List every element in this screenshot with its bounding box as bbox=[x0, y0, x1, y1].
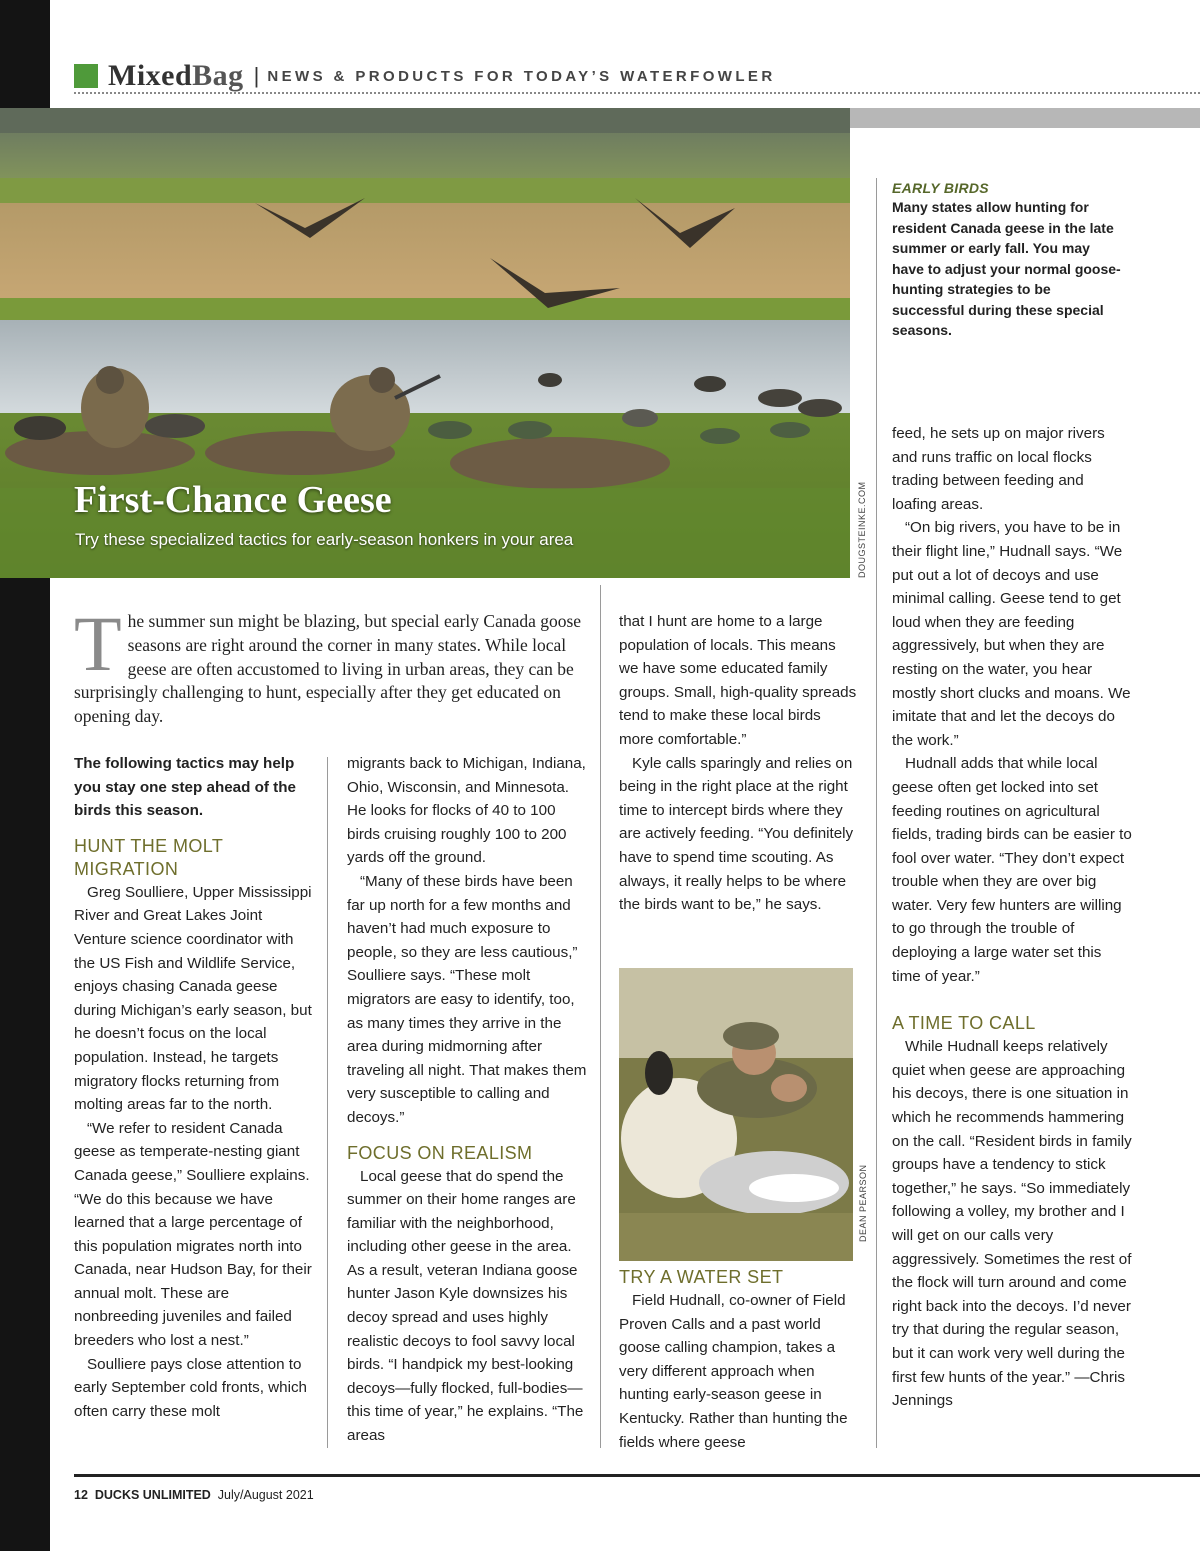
body-paragraph: Field Hudnall, co-owner of Field Proven Calls and a past world goose calling champion, takes a very different approach when hunting early-season geese in Kentucky. Rather than hunting the fields where geese bbox=[619, 1292, 848, 1451]
issue-date: July/August 2021 bbox=[217, 1488, 314, 1502]
column-rule bbox=[600, 585, 601, 1448]
section-brand: MixedBag bbox=[108, 59, 244, 92]
body-paragraph: feed, he sets up on major rivers and runs traffic on local flocks trading between feeding and loafing areas. bbox=[892, 425, 1105, 513]
hunter-calling-illustration bbox=[619, 968, 853, 1261]
article-column-2 bbox=[347, 752, 587, 1448]
article-column-4 bbox=[892, 422, 1132, 1413]
subheading-focus-realism: FOCUS ON REALISM bbox=[347, 1142, 533, 1163]
article-title: First-Chance Geese bbox=[74, 479, 392, 521]
header-dotted-rule bbox=[74, 92, 1200, 94]
column-rule bbox=[327, 757, 328, 1448]
article-column-3-bottom bbox=[619, 1266, 859, 1454]
body-paragraph: While Hudnall keeps relatively quiet when geese are approaching his decoys, there is one situation in which he recommends hammering on the call. “Resident birds in family groups have a tendency to stick together,” he says. “So immediately following a volley, my brother and I will get on our calls very aggressively. Sometimes the rest of the flock will turn around and come right back into the decoys. I’d never try that during the regular season, but it can work very well during the first few hunts of the year.” —Chris Jennings bbox=[892, 1038, 1132, 1410]
lead-text: he summer sun might be blazing, but special early Canada goose seasons are right around the corner in many states. While local geese are often accustomed to living in urban areas, they can be surprisingly challenging to hunt, especially after they get educated on opening day. bbox=[74, 611, 582, 727]
section-marker-square bbox=[74, 64, 98, 88]
body-paragraph: Local geese that do spend the summer on their home ranges are familiar with the neighborhood, including other geese in the area. As a result, veteran Indiana goose hunter Jason Kyle downsizes his decoy spread and uses highly realistic decoys to fool savvy local birds. “I handpick my best-looking decoys—fully flocked, full-bodies—this time of year,” he explains. “The areas bbox=[347, 1167, 584, 1445]
caption-title: EARLY BIRDS bbox=[892, 180, 989, 196]
column-rule bbox=[876, 178, 877, 1448]
subheading-water-set: TRY A WATER SET bbox=[619, 1267, 784, 1287]
intro-paragraph: The following tactics may help you stay one step ahead of the birds this season. bbox=[74, 755, 296, 820]
subheading-time-to-call: A TIME TO CALL bbox=[892, 1013, 1036, 1034]
section-tagline: NEWS & PRODUCTS FOR TODAY’S WATERFOWLER bbox=[267, 67, 776, 85]
hero-photo-credit: DOUGSTEINKE.COM bbox=[857, 481, 867, 578]
body-paragraph: Hudnall adds that while local geese often get locked into set feeding routines on agricultural fields, trading birds can be easier to fool over water. “They don’t expect trouble when they are over big water. Very few hunters are willing to go through the trouble of deploying a large water set this time of year.” bbox=[892, 755, 1132, 985]
drop-cap: T bbox=[74, 600, 122, 687]
body-paragraph: “Many of these birds have been far up north for a few months and haven’t had much exposure to people, so they are less cautious,” Soulliere says. “These molt migrators are easy to identify, too, as many times they arrive in the area during midmorning after traveling all night. That makes them very susceptible to calling and decoys.” bbox=[347, 872, 587, 1126]
caption-body: Many states allow hunting for resident Canada geese in the late summer or early fall. You may have to adjust your normal goose-hunting strategies to be successful during these special seasons. bbox=[892, 199, 1121, 338]
body-paragraph: Soulliere pays close attention to early September cold fronts, which often carry these molt bbox=[74, 1355, 307, 1420]
magazine-name: DUCKS UNLIMITED bbox=[94, 1488, 211, 1502]
body-paragraph: Greg Soulliere, Upper Mississippi River and Great Lakes Joint Venture science coordinator with the US Fish and Wildlife Service, enjoys chasing Canada geese during Michigan’s early season, but he doesn’t focus on the local population. Instead, he targets migratory flocks returning from molting areas far to the north. bbox=[74, 883, 312, 1114]
article-subtitle: Try these specialized tactics for early-season honkers in your area bbox=[75, 530, 574, 549]
body-paragraph: that I hunt are home to a large population of locals. This means we have some educated family groups. Small, high-quality spreads tend to make these local birds more comfortable.” bbox=[619, 613, 857, 748]
page-footer bbox=[74, 1488, 314, 1502]
header-separator: | bbox=[253, 63, 260, 88]
article-column-1 bbox=[74, 752, 314, 1423]
subheading-molt-migration: HUNT THE MOLT MIGRATION bbox=[74, 835, 223, 879]
caption-header-strip bbox=[850, 108, 1200, 128]
article-column-3-top bbox=[619, 610, 859, 917]
hunter-calling-photo bbox=[619, 968, 853, 1261]
body-paragraph: “On big rivers, you have to be in their flight line,” Hudnall says. “We put out a lot of decoys and use minimal calling. Geese tend to get loud when they are feeding aggressively, but when they are resting on the water, you hear mostly short clucks and moans. We imitate that and let the decoys do the work.” bbox=[892, 519, 1131, 749]
body-paragraph: Kyle calls sparingly and relies on being in the right place at the right time to intercept birds where they are actively feeding. “You definitely have to spend time scouting. As always, it really helps to be where the birds want to be,” he says. bbox=[619, 754, 854, 914]
lead-paragraph bbox=[74, 600, 594, 729]
body-paragraph: migrants back to Michigan, Indiana, Ohio, Wisconsin, and Minnesota. He looks for flocks of 40 to 100 birds cruising roughly 100 to 200 yards off the ground. bbox=[347, 755, 586, 867]
second-photo-credit: DEAN PEARSON bbox=[858, 1164, 868, 1242]
photo-caption bbox=[892, 180, 1122, 341]
section-header bbox=[74, 58, 776, 94]
body-paragraph: “We refer to resident Canada geese as temperate-nesting giant Canada geese,” Soulliere explains. “We do this because we have learned that a large percentage of this population migrates north into Canada, near Hudson Bay, for their annual molt. These are nonbreeding juveniles and failed breeders who lost a nest.” bbox=[74, 1119, 312, 1350]
page-number: 12 bbox=[74, 1488, 88, 1502]
footer-rule bbox=[74, 1474, 1200, 1477]
